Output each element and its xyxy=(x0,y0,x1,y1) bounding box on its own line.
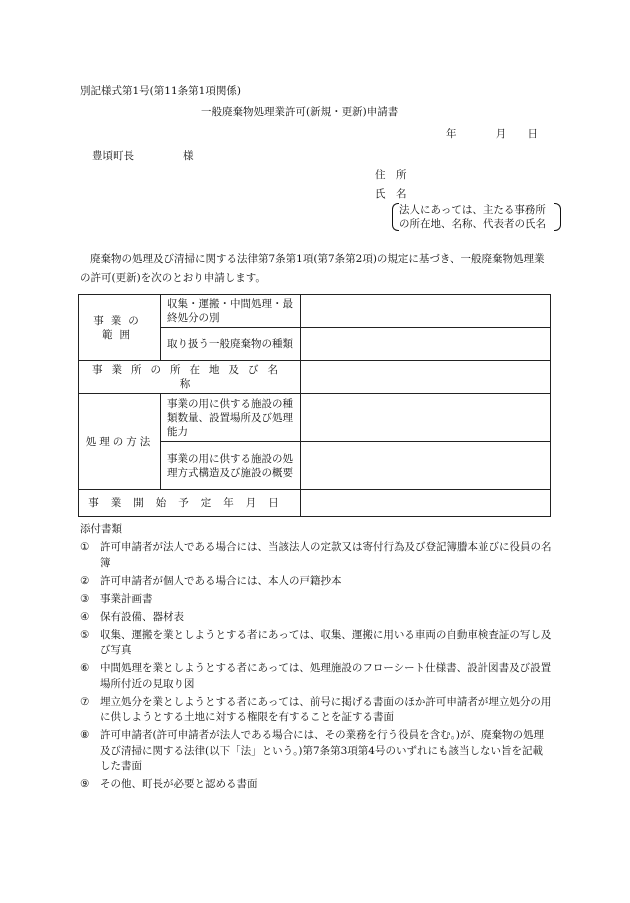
item-text: 収集、運搬を業としようとする者にあっては、収集、運搬に用いる車両の自動車検査証の写し及び写真 xyxy=(100,628,552,656)
item-text: その他、町長が必要と認める書面 xyxy=(100,778,258,790)
scope-item-2-value[interactable] xyxy=(301,328,551,361)
list-item xyxy=(80,574,552,590)
intro-paragraph: 廃棄物の処理及び清掃に関する法律第7条第1項(第7条第2項)の規定に基づき、一般廃棄物処理業の許可(更新)を次のとおり申請します。 xyxy=(80,253,545,284)
item-number: ⑤ xyxy=(80,628,90,641)
item-text: 中間処理を業としようとする者にあっては、処理施設のフローシート仕様書、設計図書及び設置場所付近の見取り図 xyxy=(100,662,552,690)
method-label: 処理の方法 xyxy=(79,394,161,490)
item-text: 許可申請者が個人である場合には、本人の戸籍抄本 xyxy=(100,574,342,587)
recipient-suffix: 様 xyxy=(183,150,194,162)
office-value[interactable] xyxy=(301,361,551,394)
list-item xyxy=(80,592,552,608)
item-number: ⑥ xyxy=(80,662,90,674)
attachments-title: 添付書類 xyxy=(80,523,122,535)
right-bracket xyxy=(554,203,561,231)
item-text: 事業計画書 xyxy=(100,592,153,605)
item-number: ⑦ xyxy=(80,695,90,708)
scope-item-2: 取り扱う一般廃棄物の種類 xyxy=(161,328,301,361)
name-label: 氏 名 xyxy=(375,188,407,200)
office-label: 事業所の所在地及び名称 xyxy=(79,361,301,394)
method-item-1: 事業の用に供する施設の種類数量、設置場所及び処理能力 xyxy=(161,394,301,442)
list-item xyxy=(80,628,552,659)
corporate-note-text: 法人にあっては、主たる事務所の所在地、名称、代表者の氏名 xyxy=(399,204,546,230)
corporate-note xyxy=(392,203,557,231)
method-item-2-value[interactable] xyxy=(301,442,551,490)
list-item xyxy=(80,728,552,775)
item-text: 保有設備、器材表 xyxy=(100,610,184,623)
date-day-label: 日 xyxy=(527,128,538,140)
scope-label: 事業の範囲 xyxy=(79,295,161,361)
item-number: ② xyxy=(80,574,90,587)
item-text: 埋立処分を業としようとする者にあっては、前号に掲げる書面のほか許可申請者が埋立処分の用に供しようとする土地に対する権限を有することを証する書面 xyxy=(100,695,552,723)
address-label: 住 所 xyxy=(375,169,407,181)
item-number: ⑨ xyxy=(80,778,90,790)
method-item-1-value[interactable] xyxy=(301,394,551,442)
attachments-list xyxy=(80,540,552,795)
list-item xyxy=(80,610,552,626)
start-date-label: 事業開始予定年月日 xyxy=(79,490,301,517)
list-item xyxy=(80,540,552,571)
item-number: ① xyxy=(80,541,90,553)
item-text: 許可申請者が法人である場合には、当該法人の定款又は寄付行為及び登記簿謄本並びに役員の名簿 xyxy=(100,541,552,569)
document-title: 一般廃棄物処理業許可(新規・更新)申請書 xyxy=(201,106,399,118)
date-month-label: 月 xyxy=(495,128,507,140)
form-number: 別記様式第1号(第11条第1項関係) xyxy=(80,85,241,97)
list-item xyxy=(80,695,552,726)
item-number: ④ xyxy=(80,610,90,623)
list-item xyxy=(80,661,552,692)
method-item-2: 事業の用に供する施設の処理方式構造及び施設の概要 xyxy=(161,442,301,490)
date-year-label: 年 xyxy=(446,128,457,140)
start-date-value[interactable] xyxy=(301,490,551,517)
application-table xyxy=(78,294,551,517)
item-text: 許可申請者(許可申請者が法人である場合には、その業務を行う役員を含む。)が、廃棄物の処理及び清掃に関する法律(以下「法」という。)第7条第3項第4号のいずれにも該当しない旨を記載した書面 xyxy=(100,729,544,772)
item-number: ⑧ xyxy=(80,729,90,741)
recipient: 豊頃町長 xyxy=(92,150,134,162)
date-line xyxy=(446,126,538,141)
item-number: ③ xyxy=(80,592,90,605)
list-item xyxy=(80,777,552,793)
left-bracket xyxy=(392,203,399,231)
scope-item-1: 収集・運搬・中間処理・最終処分の別 xyxy=(161,295,301,328)
scope-item-1-value[interactable] xyxy=(301,295,551,328)
